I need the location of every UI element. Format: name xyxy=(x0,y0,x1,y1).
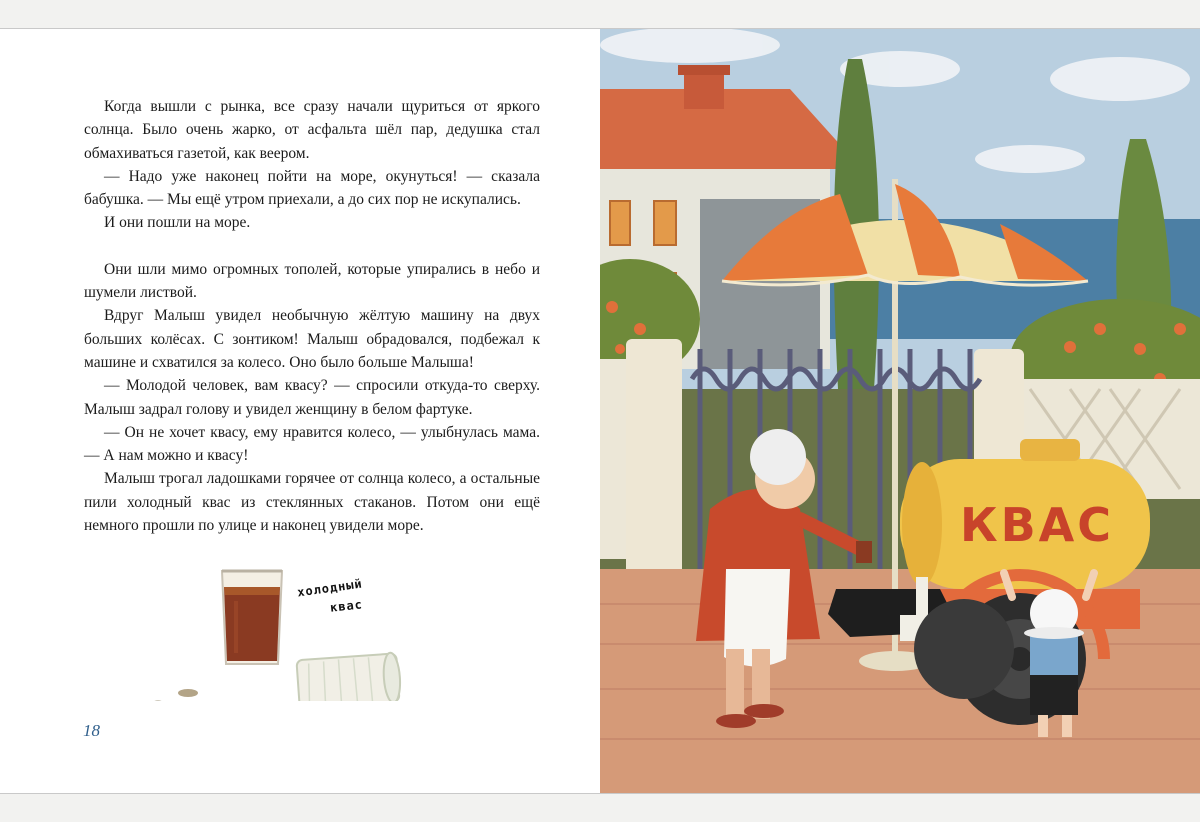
story-text xyxy=(84,95,540,537)
right-page-illustration xyxy=(600,29,1200,793)
paragraph: Вдруг Малыш увидел необычную жёлтую машину на двух больших колёсах. С зонтиком! Малыш обрадовался, подбежал к машине и схватился за колесо. Оно было больше Малыша! xyxy=(84,307,540,371)
paragraph: — Надо уже наконец пойти на море, окунуться! — сказала бабушка. — Мы ещё утром приехали, а до сих пор не искупались. xyxy=(84,167,540,209)
kvass-glasses-illustration xyxy=(140,561,450,701)
cold-label: холодный xyxy=(296,576,364,600)
book-spread xyxy=(0,28,1200,794)
kvass-sign: КВАС xyxy=(960,498,1115,552)
glasses-drawing xyxy=(140,561,450,701)
empty-glass xyxy=(296,645,401,701)
paragraph: Когда вышли с рынка, все сразу начали щуриться от яркого солнца. Было очень жарко, от асфальта шёл пар, дедушка стал обмахиваться газетой, как веером. xyxy=(84,98,540,162)
paragraph: И они пошли на море. xyxy=(104,214,251,232)
left-page xyxy=(0,29,600,793)
paragraph: Они шли мимо огромных тополей, которые упирались в небо и шумели листвой. xyxy=(84,260,540,302)
kvass-street-scene xyxy=(600,29,1200,793)
full-glass xyxy=(222,571,282,664)
paragraph: — Он не хочет квасу, ему нравится колесо, — улыбнулась мама. — А нам можно и квасу! xyxy=(84,423,540,465)
page-number: 18 xyxy=(83,721,100,740)
kvass-label: квас xyxy=(329,597,364,615)
paragraph: Малыш трогал ладошками горячее от солнца колесо, а остальные пили холодный квас из стеклянных стаканов. Потом они ещё немного прошли по улице и наконец увидели море. xyxy=(84,470,540,535)
paragraph: — Молодой человек, вам квасу? — спросили откуда-то сверху. Малыш задрал голову и увидел женщину в белом фартуке. xyxy=(84,377,540,418)
